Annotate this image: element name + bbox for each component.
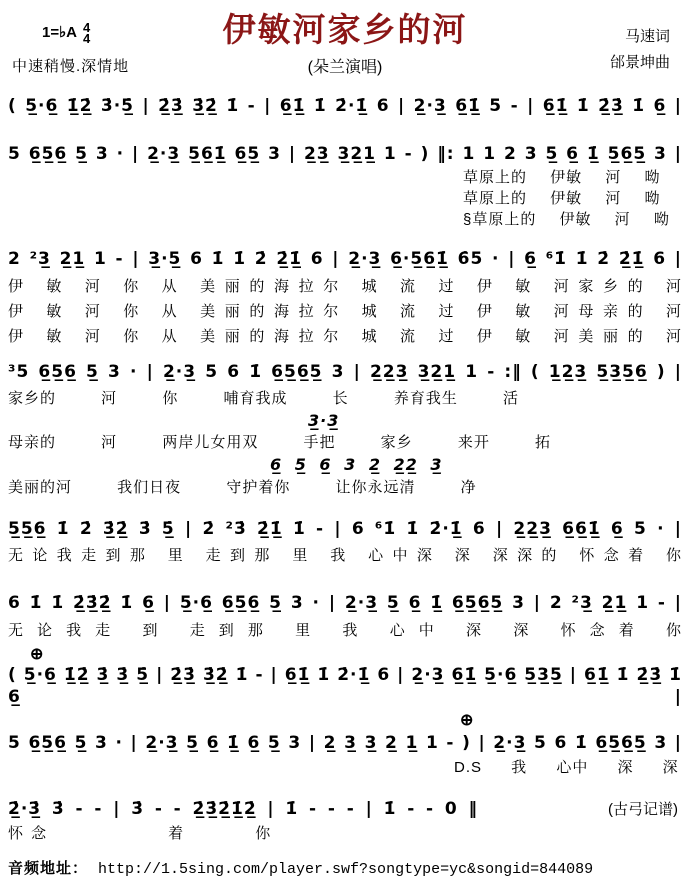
music-line-6: 6 1̇ 1̇ 2̲̇3̲̇2̲̇ 1̇ 6̲ | 5̲·6̲ 6̲5̲6̲ 5̲ 3 · | 2̲·3̲ 5̲ 6̲ 1̲̇ 6̲5̲6̲5̲ 3 | 2 ²3̲ 2̲1̲ 1 - |: [8, 593, 682, 613]
lyrics-line4-verse2: 母亲的 河 两岸儿女用双 手把 家乡 来开 拓: [8, 434, 552, 451]
lyrics-line2-verse1: 草原上的 伊敏 河 呦: [463, 169, 661, 186]
meter-numerator: 4: [83, 20, 91, 35]
lyrics-line2-verse2: 草原上的 伊敏 河 呦: [463, 190, 661, 207]
song-title: 伊敏河家乡的河: [222, 11, 468, 48]
music-line-4: ³5 6̲5̲6̲ 5̲ 3 · | 2̲·3̲ 5 6 1̇ 6̲5̲6̲5̲ 3 | 2̲2̲3̲ 3̲2̲1̲ 1 - :‖ ( 1̲2̲3̲ 5̲3̲5̲6̲ ) |: [8, 362, 682, 382]
music-line-1: ( 5̲·6̲ 1̲̇2̲̇ 3̇·5̲̇ | 2̲̇3̲̇ 3̲̇2̲̇ 1̇ - | 6̲1̲̇ 1̇ 2̇·1̲̇ 6 | 2̲·3̲ 6̲1̲̇ 5 - | 6̲1̲̇ 1̇ 2̲̇3̲̇ 1̇ 6̲ |: [8, 96, 682, 116]
lyric-word: 你: [255, 825, 273, 842]
lyrics-line8-ds: D.S 我 心中 深 深: [454, 759, 679, 776]
music-line-5: 5̲5̲6̲ 1̇ 2̇ 3̲̇2̲̇ 3̇ 5̲̇ | 2̇ ²3̇ 2̲̇1̲̇ 1̇ - | 6 ⁶1̇ 1̇ 2̇·1̲̇ 6 | 2̲2̲3̲ 6̲6̲1̲̇ 6̲ 5 · |: [8, 519, 682, 539]
title-block: [8, 12, 682, 77]
music-line-8: 5 6̲5̲6̲ 5̲ 3 · | 2̲·3̲ 5̲ 6̲ 1̲̇ 6̲ 5̲ 3 | 2̲ 3̲ 3̲ 2̲ 1̲ 1 - ) | 2̲·3̲ 5 6 1̇ 6̲5̲6̲5̲ 3 |: [8, 733, 682, 753]
music-line-7: ( 5̲·6̲ 1̲̇2̲̇ 3̲̇ 3̲̇ 5̲̇ | 2̲̇3̲̇ 3̲̇2̲̇ 1̇ - | 6̲1̲̇ 1̇ 2̇·1̲̇ 6 | 2̲·3̲ 6̲1̲̇ 5̲·6̲ 5̲3̲5̲ | 6̲1̲̇ 1̇ 2̲̇3̲̇ 1̇ 6̲ |: [8, 665, 682, 707]
lyricist-credit: 马速词: [624, 28, 670, 45]
composer-credit: 邰景坤曲: [609, 54, 670, 71]
lyric-word: 怀 念: [8, 825, 49, 842]
tempo-marking: 中速稍慢.深情地: [12, 58, 130, 75]
performer-credit: (朵兰演唱): [307, 59, 383, 76]
lyrics-line3-verse2: 伊 敏 河 你 从 美丽的海拉尔 城 流 过 伊 敏 河母亲的 河: [8, 303, 682, 320]
score-header: [8, 0, 682, 92]
alternate-notes-2: 6̲ 5̲ 6̲ 3 2̲ 2̲2̲ 3̲: [270, 455, 443, 474]
key-label: 1=♭A: [42, 23, 78, 41]
lyric-word: 着: [168, 825, 186, 842]
music-line-3: 2 ²3̲ 2̲1̲ 1 - | 3̲·5̲ 6 1̇ 1̇ 2̇ 2̲̇1̲̇ 6 | 2̲·3̲ 6̲·5̲6̲1̲̇ 6̇5 · | 6̲ ⁶1̇ 1̇ 2̇ 2̲̇1̲̇ 6 |: [8, 249, 682, 269]
lyrics-line4-verse1: 家乡的 河 你 哺育我成 长 养育我生 活: [8, 390, 520, 407]
notation-source-note: (古弓记谱): [608, 801, 678, 818]
lyrics-line4-verse3: 美丽的河 我们日夜 守护着你 让你永远清 净: [8, 479, 477, 496]
lyrics-line3-verse3: 伊 敏 河 你 从 美丽的海拉尔 城 流 过 伊 敏 河美丽的 河: [8, 328, 682, 345]
lyrics-line2-verse3-segno: §草原上的 伊敏 河 呦: [463, 211, 670, 228]
music-line-2: 5 6̲5̲6̲ 5̲ 3 · | 2̲·3̲ 5̲6̲1̲̇ 6̲5̲ 3 | 2̲3̲ 3̲2̲1̲ 1 - ) ‖: 1 1 2 3 5̲ 6̲ 1̲̇ 5̲6̲5̲ 3 |: [8, 144, 682, 164]
music-line-9-row: [8, 798, 682, 820]
audio-address-label: 音频地址：: [8, 860, 89, 877]
lyrics-line3-verse1: 伊 敏 河 你 从 美丽的海拉尔 城 流 过 伊 敏 河家乡的 河: [8, 278, 682, 295]
coda-icon: ⊕: [30, 646, 44, 663]
credits: [610, 24, 670, 76]
meter-denominator: 4: [83, 31, 91, 46]
lyrics-line9: [8, 823, 682, 844]
music-line-9: 2̲̇·3̲̇ 3̇ - - | 3̇ - - 2̲̇3̲̇2̲̇1̲̇2̲̇ | 1̇ - - - | 1̇ - - 0 ‖: [8, 799, 478, 819]
alternate-notes-1: 3̲·3̲: [308, 411, 340, 430]
lyrics-line5: 无论我走到那 里 走到那 里 我 心中深 深 深深的 怀念着 你: [8, 547, 682, 564]
sheet-music-page: [8, 0, 682, 878]
audio-address-url: http://1.5sing.com/player.swf?songtype=yc&songid=844089: [98, 861, 594, 878]
lyrics-line6: 无论我走 到 走到那 里 我 心中 深 深 怀念着 你: [8, 622, 682, 639]
audio-address-row: [8, 858, 682, 880]
coda-icon-2: ⊕: [460, 712, 474, 729]
